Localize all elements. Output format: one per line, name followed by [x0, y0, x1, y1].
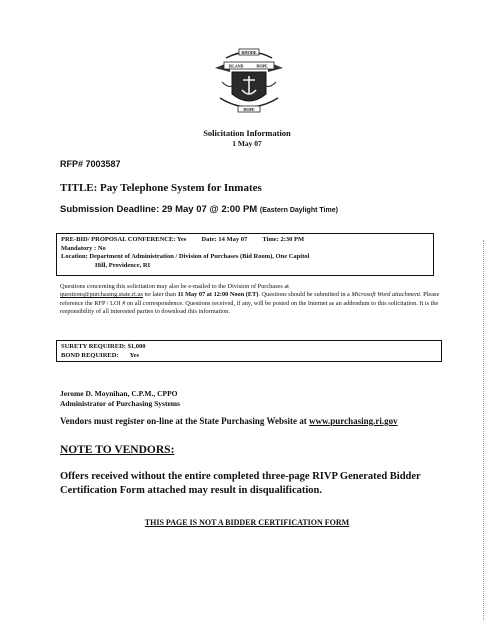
mandatory-line: Mandatory : No	[61, 244, 106, 252]
rfp-number: RFP# 7003587	[60, 159, 121, 169]
scan-edge-line	[483, 240, 485, 620]
signer-name: Jerome D. Moynihan, C.P.M., CPPO	[60, 389, 178, 398]
seal-bottom-text: HOPE	[243, 107, 255, 112]
bond-line	[61, 351, 437, 360]
seal-banner-right: HOPE	[256, 63, 268, 69]
para-text-4: . Please reference the RFP / LOI # on all correspondence. Questions received, if any, will be posted on the Internet as an addendum to this solicitation. It is the responsibility of all interested parties to download this information.	[60, 291, 440, 316]
seal-top-text: RHODE	[241, 50, 257, 55]
vendor-registration	[60, 416, 398, 426]
state-seal	[212, 42, 286, 120]
para-text-3: . Questions should be submitted in a	[258, 291, 352, 299]
solicitation-title-line: TITLE: Pay Telephone System for Inmates	[60, 182, 262, 194]
seal-banner-left: ISLAND	[228, 63, 244, 69]
para-text-2: no later than	[142, 291, 178, 299]
para-text-1: Questions concerning this solicitation may also be e-mailed to the Division of Purchases at	[60, 283, 289, 290]
bond-label: BOND REQUIRED:	[61, 352, 119, 359]
surety-value: $1,000	[127, 343, 146, 350]
conference-date-label: Date:	[201, 236, 217, 243]
conference-time-value: 2:30 PM	[280, 236, 305, 243]
location-line-1: Location: Department of Administration / Division of Purchases (Bid Room), One Capitol	[61, 253, 310, 260]
deadline-label: Submission Deadline: 29 May 07 @ 2:00 PM	[60, 204, 258, 215]
submission-deadline	[60, 204, 338, 215]
vendor-registration-text: Vendors must register on-line at the State Purchasing Website at	[60, 416, 309, 426]
solicitation-title: Solicitation Information	[203, 128, 291, 138]
deadline-timezone: (Eastern Daylight Time)	[259, 207, 338, 214]
questions-paragraph	[60, 283, 440, 317]
conference-line	[61, 236, 429, 245]
purchasing-website-link[interactable]: www.purchasing.ri.gov	[309, 416, 398, 426]
offers-warning: Offers received without the entire completed three-page RIVP Generated Bidder Certification Form attached may result in disqualification.	[60, 471, 421, 496]
note-to-vendors-heading: NOTE TO VENDORS:	[60, 444, 175, 456]
bond-value: Yes	[129, 352, 140, 359]
signature-block	[60, 389, 180, 409]
questions-format: Microsoft Word attachment	[351, 291, 420, 299]
conference-value: Yes	[176, 236, 187, 243]
location-line-2: Hill, Providence, RI	[95, 261, 151, 269]
surety-box	[56, 340, 442, 362]
surety-line	[61, 342, 437, 351]
questions-email-link[interactable]: questions@purchasing.state.ri.us	[60, 291, 143, 299]
solicitation-date: 1 May 07	[232, 139, 262, 148]
conference-time-label: Time:	[262, 236, 279, 243]
signer-role: Administrator of Purchasing Systems	[60, 399, 180, 408]
conference-box	[56, 233, 434, 276]
not-certification-form-notice: THIS PAGE IS NOT A BIDDER CERTIFICATION FORM	[144, 518, 350, 527]
conference-label: PRE-BID/ PROPOSAL CONFERENCE:	[61, 236, 176, 243]
surety-label: SURETY REQUIRED:	[61, 343, 126, 350]
conference-date-value: 14 May 07	[218, 236, 248, 243]
questions-deadline: 11 May 07 at 12:00 Noon (ET)	[177, 291, 259, 299]
